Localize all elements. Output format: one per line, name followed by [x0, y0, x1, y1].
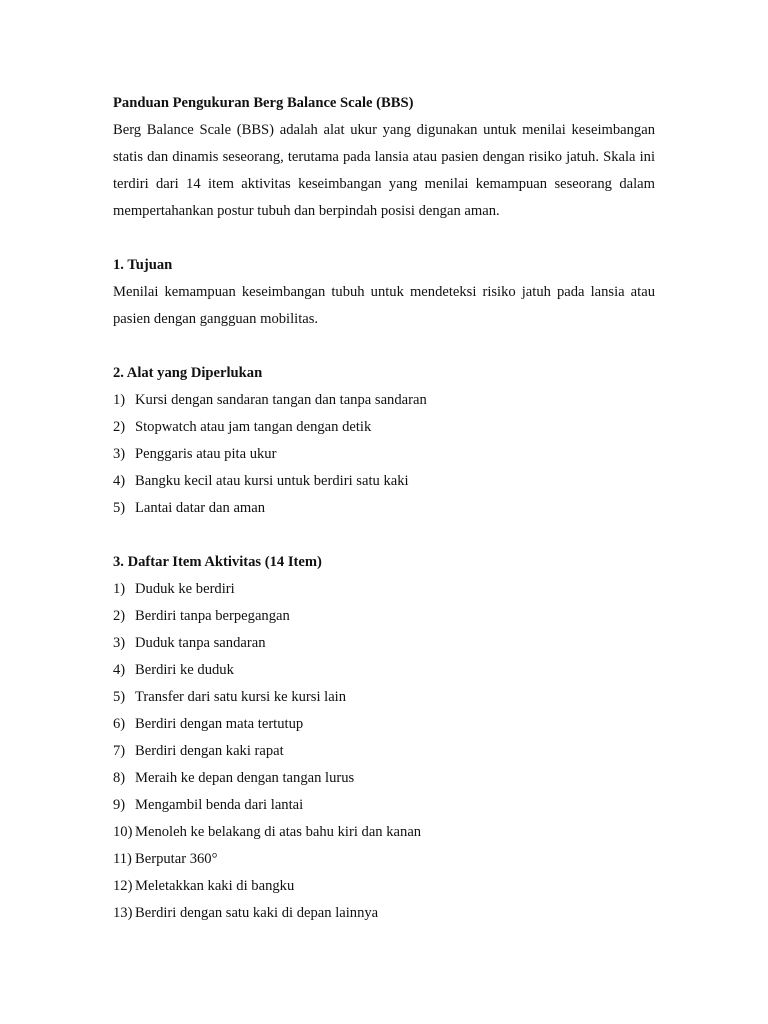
section-tujuan: [113, 252, 655, 333]
section-heading: 3. Daftar Item Aktivitas (14 Item): [113, 554, 322, 570]
list-text: Berdiri ke duduk: [135, 662, 234, 678]
list-item: [113, 711, 655, 738]
intro-paragraph: Berg Balance Scale (BBS) adalah alat ukur yang digunakan untuk menilai keseimbangan statis dan dinamis seseorang, terutama pada lansia atau pasien dengan risiko jatuh. Skala ini terdiri dari 14 item aktivitas keseimbangan yang menilai kemampuan seseorang dalam mempertahankan postur tubuh dan berpindah posisi dengan aman.: [113, 122, 655, 219]
list-number: 2): [113, 419, 126, 435]
list-item: [113, 900, 655, 927]
list-item: [113, 603, 655, 630]
list-text: Berdiri tanpa berpegangan: [135, 608, 290, 624]
section-alat: [113, 360, 655, 522]
list-text: Meraih ke depan dengan tangan lurus: [135, 770, 355, 786]
list-number: 6): [113, 716, 126, 732]
list-item: [113, 630, 655, 657]
list-item: [113, 846, 655, 873]
list-number: 12): [113, 878, 133, 894]
list-item: [113, 387, 655, 414]
list-number: 7): [113, 743, 126, 759]
list-text: Berdiri dengan kaki rapat: [135, 743, 284, 759]
list-text: Transfer dari satu kursi ke kursi lain: [135, 689, 347, 705]
list-text: Bangku kecil atau kursi untuk berdiri satu kaki: [135, 473, 409, 489]
section-heading: 2. Alat yang Diperlukan: [113, 365, 263, 381]
list-item: [113, 765, 655, 792]
equipment-list: [113, 387, 655, 522]
list-item: [113, 495, 655, 522]
list-number: 4): [113, 473, 126, 489]
list-number: 5): [113, 689, 126, 705]
activity-list: [113, 576, 655, 927]
list-text: Menoleh ke belakang di atas bahu kiri dan kanan: [135, 824, 422, 840]
list-number: 2): [113, 608, 126, 624]
list-number: 3): [113, 635, 126, 651]
list-text: Lantai datar dan aman: [135, 500, 266, 516]
list-number: 13): [113, 905, 133, 921]
list-item: [113, 819, 655, 846]
list-item: [113, 468, 655, 495]
list-number: 9): [113, 797, 126, 813]
list-text: Kursi dengan sandaran tangan dan tanpa sandaran: [135, 392, 427, 408]
list-item: [113, 873, 655, 900]
list-item: [113, 684, 655, 711]
list-text: Duduk ke berdiri: [135, 581, 235, 597]
list-text: Penggaris atau pita ukur: [135, 446, 277, 462]
list-item: [113, 738, 655, 765]
list-text: Berdiri dengan mata tertutup: [135, 716, 304, 732]
list-text: Stopwatch atau jam tangan dengan detik: [135, 419, 372, 435]
list-number: 5): [113, 500, 126, 516]
list-number: 3): [113, 446, 126, 462]
list-item: [113, 657, 655, 684]
list-text: Meletakkan kaki di bangku: [135, 878, 295, 894]
list-number: 11): [113, 851, 132, 867]
section-heading: 1. Tujuan: [113, 257, 173, 273]
list-number: 1): [113, 392, 126, 408]
list-number: 1): [113, 581, 126, 597]
document-title: Panduan Pengukuran Berg Balance Scale (BBS): [113, 95, 414, 111]
list-item: [113, 441, 655, 468]
list-number: 4): [113, 662, 126, 678]
list-number: 8): [113, 770, 126, 786]
list-text: Duduk tanpa sandaran: [135, 635, 266, 651]
list-item: [113, 414, 655, 441]
list-item: [113, 792, 655, 819]
list-text: Berputar 360°: [135, 851, 218, 867]
list-item: [113, 576, 655, 603]
document-page: [113, 90, 655, 927]
list-number: 10): [113, 824, 133, 840]
list-text: Berdiri dengan satu kaki di depan lainnya: [135, 905, 379, 921]
section-text: Menilai kemampuan keseimbangan tubuh untuk mendeteksi risiko jatuh pada lansia atau pasien dengan gangguan mobilitas.: [113, 284, 655, 327]
section-daftar-item: [113, 549, 655, 927]
list-text: Mengambil benda dari lantai: [135, 797, 304, 813]
